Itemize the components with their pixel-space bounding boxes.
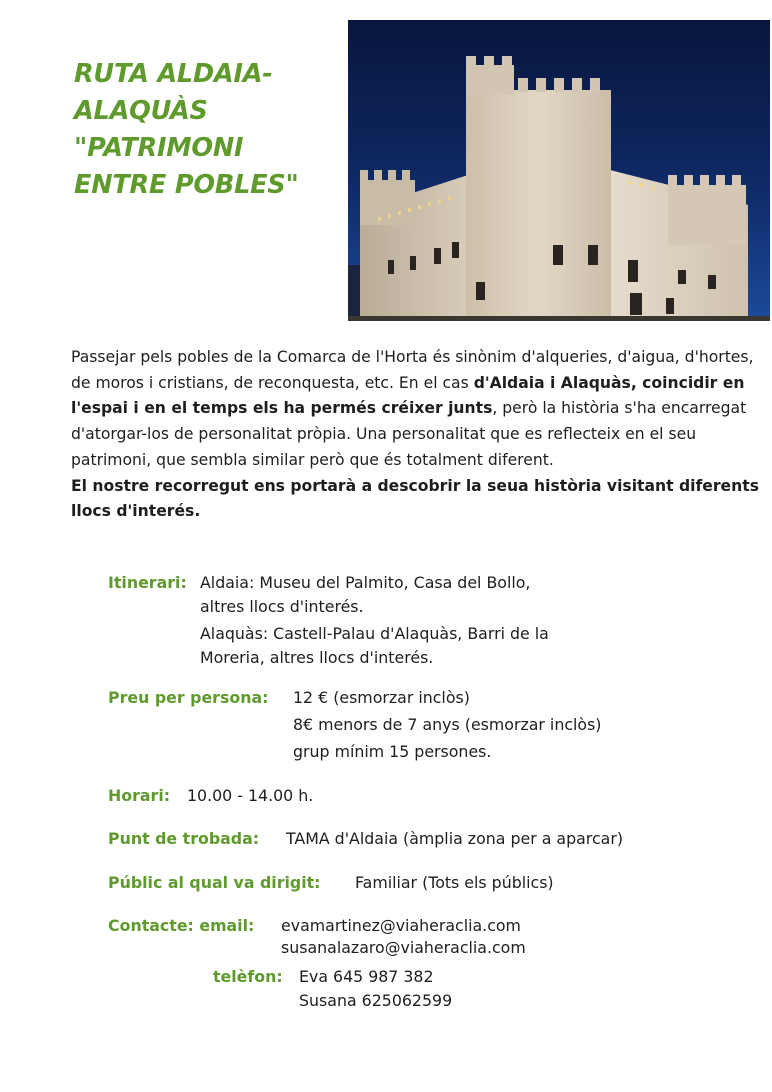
itinerari-aldaia-1: Aldaia: Museu del Palmito, Casa del Bollo, <box>200 573 531 592</box>
contacte-row <box>108 914 254 938</box>
itinerari-row <box>108 571 187 595</box>
title-line-1: RUTA ALDAIA- <box>74 59 273 89</box>
phone-2[interactable]: Susana 625062599 <box>299 991 453 1010</box>
castle-tower-icon <box>348 20 770 321</box>
page-title <box>74 56 344 204</box>
public-value: Familiar (Tots els públics) <box>355 873 554 892</box>
horari-row <box>108 784 170 808</box>
title-line-4: ENTRE POBLES" <box>74 170 299 200</box>
telefon-label: telèfon: <box>213 967 283 986</box>
intro-paragraph-1: Passejar pels pobles de la Comarca de l'Horta és sinònim d'alqueries, d'aigua, d'hortes, de moros i cristians, de reconquesta, etc. En el cas d'Aldaia i Alaquàs, coincidir en l'espai i en el temps els ha permés créixer junts, però la història s'ha encarregat d'atorgar-los de personalitat pròpia. Una personalitat que es reflecteix en el seu patrimoni, que sembla similar però que és totalment diferent. <box>71 348 754 469</box>
intro-text <box>71 345 761 525</box>
phone-1[interactable]: Eva 645 987 382 <box>299 967 434 986</box>
email-2[interactable]: susanalazaro@viaheraclia.com <box>281 938 526 957</box>
itinerari-alaquas-1: Alaquàs: Castell-Palau d'Alaquàs, Barri de la <box>200 624 549 643</box>
intro-paragraph-2: El nostre recorregut ens portarà a descobrir la seua història visitant diferents llocs d'interés. <box>71 476 759 521</box>
preu-line-1: 12 € (esmorzar inclòs) <box>293 688 470 707</box>
telefon-row <box>213 965 283 989</box>
punt-value: TAMA d'Aldaia (àmplia zona per a aparcar) <box>286 829 623 848</box>
punt-label: Punt de trobada: <box>108 829 260 848</box>
preu-label: Preu per persona: <box>108 688 269 707</box>
public-label: Públic al qual va dirigit: <box>108 873 321 892</box>
preu-row <box>108 686 268 710</box>
title-line-3: "PATRIMONI <box>74 133 244 163</box>
itinerari-aldaia-2: altres llocs d'interés. <box>200 597 364 616</box>
castle-photo <box>348 20 770 321</box>
preu-line-3: grup mínim 15 persones. <box>293 742 492 761</box>
email-1[interactable]: evamartinez@viaheraclia.com <box>281 916 521 935</box>
itinerari-label: Itinerari: <box>108 573 187 592</box>
itinerari-alaquas-2: Moreria, altres llocs d'interés. <box>200 648 434 667</box>
punt-row <box>108 827 259 851</box>
horari-label: Horari: <box>108 786 171 805</box>
preu-line-2: 8€ menors de 7 anys (esmorzar inclòs) <box>293 715 602 734</box>
contacte-label: Contacte: email: <box>108 916 255 935</box>
horari-value: 10.00 - 14.00 h. <box>187 786 314 805</box>
public-row <box>108 871 321 895</box>
title-line-2: ALAQUÀS <box>74 96 208 126</box>
